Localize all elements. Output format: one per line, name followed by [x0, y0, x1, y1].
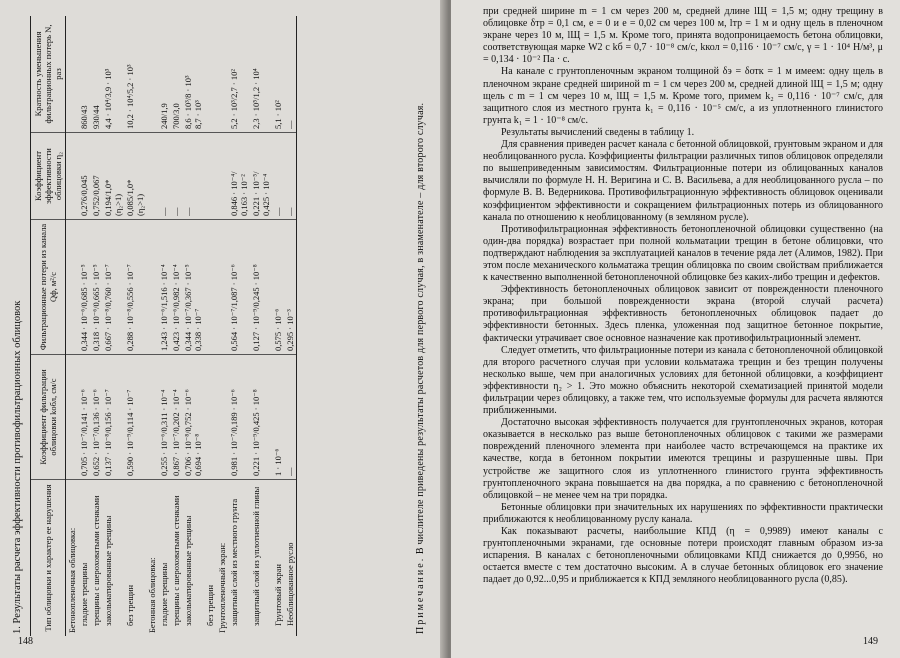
table-cell-type: гладкие трещины: [159, 562, 169, 626]
table-row: [170, 16, 182, 636]
table-cell-q: 0,575 · 10⁻⁶: [272, 220, 284, 355]
table-caption: 1. Результаты расчета эффективности противофильтрационных облицовок: [12, 300, 23, 634]
paragraph: Бетонные облицовки при значительных их нарушениях по эффективности практически приближаются к необлицованному руслу канала.: [483, 501, 883, 525]
table-cell-eta: 0,846 · 10⁻⁴/ 0,163 · 10⁻²: [228, 133, 250, 220]
column-header-eta: Коэффициент эффективности облицовки η₂: [31, 133, 66, 220]
rotated-table-block: [10, 8, 440, 636]
note-text: В числителе приведены результаты расчетов для первого случая, в знаменателе – для второго случая.: [415, 102, 426, 555]
table-cell-eta: —: [272, 133, 284, 220]
table-cell-kobl: [146, 355, 158, 480]
table-cell-n: 700/3,0: [170, 16, 182, 133]
page-number-left: 148: [18, 636, 33, 647]
table-row: [90, 16, 102, 636]
table-cell-q: 1,243 · 10⁻⁶/1,516 · 10⁻⁴: [158, 220, 170, 355]
table-cell-kobl: 0,706 · 10⁻⁸/0,752 · 10⁻⁶ 0,694 · 10⁻⁸: [182, 355, 204, 480]
column-header-type: Тип облицовки и характер ее нарушения: [31, 480, 66, 637]
table-cell-eta: —: [158, 133, 170, 220]
paragraph: Результаты вычислений сведены в таблицу 1.: [501, 126, 695, 138]
table-cell-eta: [146, 133, 158, 220]
table-row: [204, 16, 216, 636]
table-cell-type: Грунтовый экран: [273, 564, 283, 626]
table-cell-n: 8,6 · 10³/8 · 10³ 8,7 · 10³: [182, 16, 204, 133]
table-cell-eta: 0,752/0,067: [90, 133, 102, 220]
note-label: Примечание.: [415, 556, 426, 634]
table-cell-eta: [204, 133, 216, 220]
table-cell-kobl: 0,221 · 10⁻⁹/0,425 · 10⁻⁸: [250, 355, 272, 480]
left-page: [0, 0, 449, 658]
table-cell-n: 5,2 · 10³/2,7 · 10²: [228, 16, 250, 133]
table-cell-eta: —: [284, 133, 297, 220]
table-cell-kobl: [216, 355, 228, 480]
paragraph: Достаточно высокая эффективность получается для грунтопленочных экранов, которая оказывается в несколько раз выше бетонопленочных облицовок с такими же размерами повреждений пленочного элемента при наиболее часто встречающемся на практике их качестве, когда в бетонном покрытии имеются трещины и разрушенные швы. При устройстве же защитного слоя из уплотненного глинистого грунта эффективность грунтопленочного экрана повышается на два порядка, а по сравнению с бетонопленочной облицовкой – не менее чем на три порядка.: [483, 417, 883, 501]
table-cell-q: 0,318 · 10⁻⁶/0,665 · 10⁻⁵: [90, 220, 102, 355]
table-row: [66, 16, 79, 636]
table-cell-kobl: 0,590 · 10⁻⁹/0,114 · 10⁻⁷: [124, 355, 146, 480]
paragraph: Эффективность бетонопленочных облицовок зависит от поврежденности пленочного экрана; при большой поврежденности экрана (второй случай расчета) противофильтрационная эффективность бетонопленочных облицовок падает до эффективности бетонных. Здесь пленка, уложенная под защитное бетонное покрытие, фактически утрачивает свое основное назначение как противофильтрационный элемент.: [483, 284, 883, 344]
table-cell-kobl: 0,981 · 10⁻⁷/0,189 · 10⁻⁶: [228, 355, 250, 480]
paragraph: Следует отметить, что фильтрационные потери из канала с бетонопленочной облицовкой для второго расчетного случая при условии кольматажа трещин и без трещин получены несколько выше, чем при аналогичных условиях для бетонной облицовки, а коэффициент эффективности η₂ > 1. Это можно объяснить некоторой схематизацией принятой модели фильтрации через облицовку, а также тем, что используемые формулы для расчета являются приближенными.: [483, 344, 883, 417]
table-cell-type: трещины с шероховатыми стенками: [91, 495, 101, 626]
table-cell-kobl: 0,137 · 10⁻⁸/0,156 · 10⁻⁷: [102, 355, 124, 480]
table-cell-eta: 0,085/1,0* (η₂>1): [124, 133, 146, 220]
right-page: [451, 0, 900, 658]
table-cell-type: гладкие трещины: [79, 562, 89, 626]
table-cell-n: [66, 16, 79, 133]
table-cell-eta: —: [170, 133, 182, 220]
table-cell-kobl: [66, 355, 79, 480]
column-header-kobl: Коэффициент фильтрации облицовки kобл, см/с: [31, 355, 66, 480]
table-cell-n: 4,4 · 10⁴/3,9 · 10³: [102, 16, 124, 133]
table-cell-type: без трещин: [125, 584, 135, 626]
table-row: [146, 16, 158, 636]
table-cell-type: трещины с шероховатыми стенками: [171, 495, 181, 626]
paragraph: Для сравнения приведен расчет канала с бетонной облицовкой, грунтовым экраном и для необлицованного русла. Коэффициенты фильтрации различных типов облицовок определяли по вышеприведенным зависимостям. Фильтрационные потери из облицованных каналов вычисляли по формуле Н. Н. Веригина и С. В. Васильева, а для необлицованного русла – по формуле В. В. Ведерникова. Противофильтрационную эффективность облицовок оценивали коэффициентом эффективности и сокращением фильтрационных потерь из облицованного канала по отношению к необлицованному (в земляном русле).: [483, 139, 883, 223]
table-cell-q: [216, 220, 228, 355]
table-cell-eta: 0,194/1,0* (η₂>1): [102, 133, 124, 220]
page-number-right: 149: [863, 636, 878, 647]
table-cell-n: —: [284, 16, 297, 133]
table-cell-type: Необлицованное русло: [284, 480, 297, 637]
table-cell-q: 0,344 · 10⁻⁷/0,367 · 10⁻⁵ 0,338 · 10⁻⁷: [182, 220, 204, 355]
table-cell-kobl: 0,705 · 10⁻⁷/0,141 · 10⁻⁶: [78, 355, 90, 480]
table-cell-type: защитный слой из уплотненной глины: [251, 486, 261, 626]
table-row: [250, 16, 272, 636]
table-cell-q: 0,127 · 10⁻⁹/0,245 · 10⁻⁸: [250, 220, 272, 355]
table-cell-q: 0,295 · 10⁻³: [284, 220, 297, 355]
table-cell-q: [146, 220, 158, 355]
table-cell-kobl: —: [284, 355, 297, 480]
table-row: [216, 16, 228, 636]
column-header-n: Кратность уменьшения фильтрационных потерь N, раз: [31, 16, 66, 133]
table-cell-eta: 0,276/0,045: [78, 133, 90, 220]
table-cell-q: 0,344 · 10⁻⁶/0,685 · 10⁻⁵: [78, 220, 90, 355]
table-cell-type: закольматированные трещины: [183, 515, 193, 626]
table-cell-n: [146, 16, 158, 133]
table-cell-kobl: 0,255 · 10⁻⁶/0,311 · 10⁻⁴: [158, 355, 170, 480]
table-cell-eta: [66, 133, 79, 220]
table-cell-n: [216, 16, 228, 133]
table-cell-type: Бетонопленочная облицовка:: [67, 527, 77, 633]
table-row: [182, 16, 204, 636]
table-cell-n: 240/1,9: [158, 16, 170, 133]
table-cell-q: 0,288 · 10⁻⁸/0,556 · 10⁻⁷: [124, 220, 146, 355]
table-cell-kobl: 0,652 · 10⁻⁷/0,136 · 10⁻⁶: [90, 355, 102, 480]
table-cell-type: Грунтопленочный экран:: [217, 542, 227, 633]
table-row: [102, 16, 124, 636]
table-cell-n: 930/44: [90, 16, 102, 133]
table-cell-q: 0,667 · 10⁻⁸/0,760 · 10⁻⁷: [102, 220, 124, 355]
table-cell-eta: [216, 133, 228, 220]
table-row: [272, 16, 284, 636]
table-cell-eta: 0,221 · 10⁻⁵/ 0,425 · 10⁻⁴: [250, 133, 272, 220]
table-row: [124, 16, 146, 636]
body-text: [483, 6, 883, 587]
table-cell-q: [204, 220, 216, 355]
paragraph: Как показывают расчеты, наибольшие КПД (η = 0,9989) имеют каналы с грунтопленочными экранами, где основные потери происходят главным образом из-за испарения. В каналах с бетонопленочными облицовками КПД снижается до 0,9956, но остается вместе с тем достаточно высоким. А в случае бетонных облицовок его значение падает до 0,92...0,95 и приближается к КПД земляного необлицованного русла (0,85).: [483, 526, 883, 586]
table-row: [228, 16, 250, 636]
column-header-q: Фильтрационные потери из канала Qф, м²/с: [31, 220, 66, 355]
paragraph: при средней ширине m = 1 см через 200 м, средней длине lЩ = 1,5 м; одну трещину в облицовке δтр = 0,1 см, e = 0 и e = 0,02 см через 100 м, lтр = 1 м и одну щель в пленочном экране через 10 м, lЩ = 1,5 м. Кроме того, принята водопроницаемость бетона облицовки, соответствующая марке W2 с kб = 0,7 · 10⁻⁸ см/с, kкол = 0,116 · 10⁻⁷ см/с, γ = 1 · 10⁴ Н/м³, μ = 0,134 · 10⁻² Па · с.: [483, 6, 883, 66]
table-note: [415, 103, 426, 634]
results-table: [30, 16, 297, 636]
table-cell-kobl: 0,867 · 10⁻⁷/0,202 · 10⁻⁴: [170, 355, 182, 480]
table-cell-q: 0,564 · 10⁻⁷/1,087 · 10⁻⁶: [228, 220, 250, 355]
table-cell-n: 860/43: [78, 16, 90, 133]
paragraph: На канале с грунтопленочным экраном толщиной δэ = δотк = 1 м имеем: одну щель в пленочном экране средней шириной m = 1 см через 200 м, средней длиной lЩ = 1,5 м; одну щель с m = 1 см через 10 м, lЩ = 1,5 м. Кроме того, примем k₂ = 0,116 · 10⁻⁷ см/с, для защитного слоя из местного грунта k₁ = 0,116 · 10⁻⁵ см/с, а из уплотненного глинистого грунта k₁ = 1 · 10⁻⁸ см/с.: [483, 66, 883, 126]
table-cell-q: [66, 220, 79, 355]
paragraph: Противофильтрационная эффективность бетонопленочной облицовки существенно (на один-два порядка) возрастает при полной кольматации трещин в бетоне облицовки, что подтверждают наблюдения за эксплуатацией каналов в течение ряда лет (Алимов, 1982). При этом после механического кольматажа трещин облицовка по своим свойствам приближается к качественно выполненной бетонопленочной облицовке без каких-либо трещин и дефектов.: [483, 223, 883, 284]
table-cell-eta: —: [182, 133, 204, 220]
table-cell-type: без трещин: [205, 584, 215, 626]
table-cell-kobl: [204, 355, 216, 480]
table-cell-n: 5,1 · 10²: [272, 16, 284, 133]
table-cell-type: защитный слой из местного грунта: [229, 498, 239, 626]
table-cell-kobl: 1 · 10⁻⁶: [272, 355, 284, 480]
table-cell-n: 10,2 · 10⁴/5,2 · 10³: [124, 16, 146, 133]
table-row: [284, 16, 297, 636]
table-cell-n: 2,3 · 10⁵/1,2 · 10⁴: [250, 16, 272, 133]
table-row: [158, 16, 170, 636]
table-cell-type: закольматированные трещины: [103, 515, 113, 626]
table-cell-n: [204, 16, 216, 133]
table-cell-type: Бетонная облицовка:: [147, 557, 157, 633]
table-header-row: [31, 16, 66, 636]
table-cell-q: 0,423 · 10⁻⁶/0,982 · 10⁻⁴: [170, 220, 182, 355]
table-row: [78, 16, 90, 636]
